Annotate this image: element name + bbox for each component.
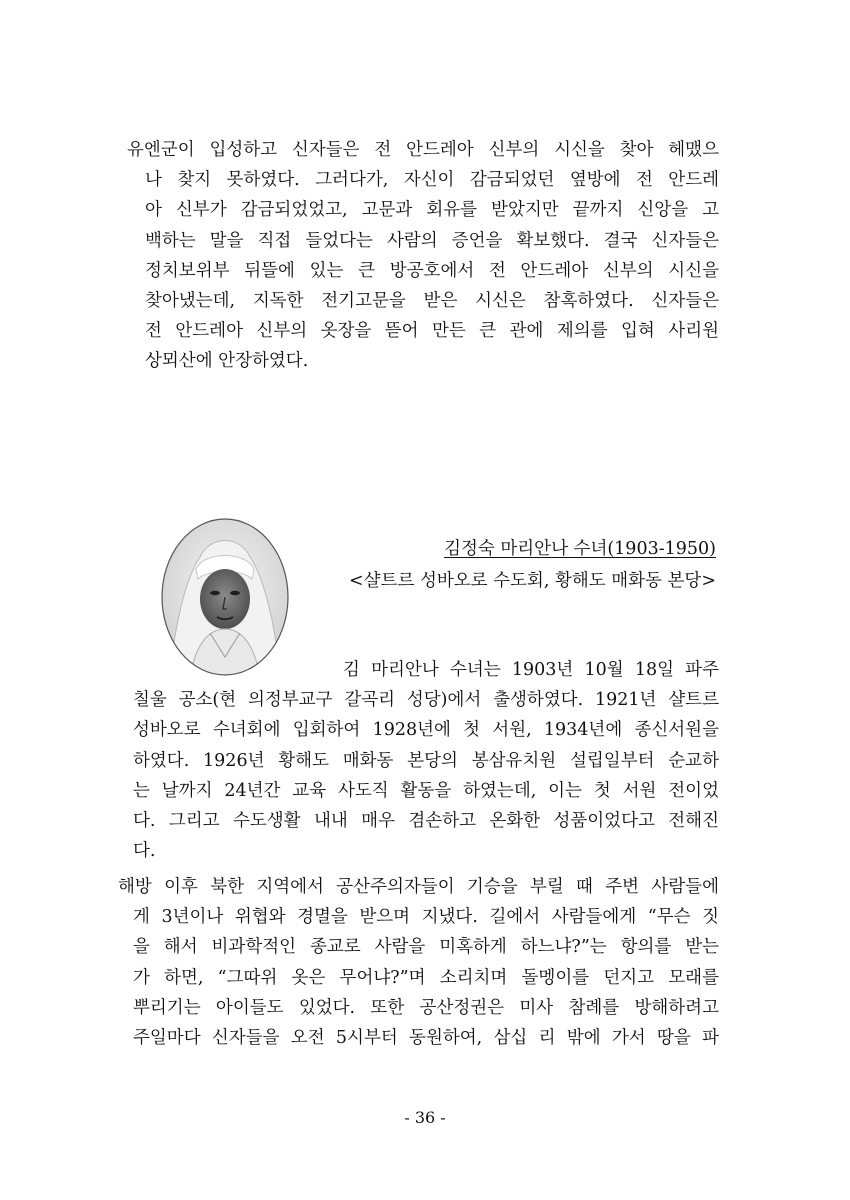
text-line: 는 날까지 24년간 교육 사도직 활동을 하였는데, 이는 첫 서원 전이었 — [133, 780, 719, 801]
text-line: 유엔군이 입성하고 신자들은 전 안드레아 신부의 시신을 찾아 헤맸으 — [127, 140, 719, 160]
text-line: 다. 그리고 수도생활 내내 매우 겸손하고 온화한 성품이었다고 전해진 — [133, 810, 719, 831]
portrait-photo — [160, 517, 290, 677]
text-line: 나 찾지 못하였다. 그러다가, 자신이 감금되었던 옆방에 전 안드레 — [145, 170, 719, 191]
page-number: - 36 - — [404, 1108, 446, 1127]
text-line: 전 안드레아 신부의 옷장을 뜯어 만든 큰 관에 제의를 입혀 사리원 — [145, 321, 719, 342]
text-line: 성바오로 수녀회에 입회하여 1928년에 첫 서원, 1934년에 종신서원을 — [133, 720, 719, 741]
text-line: 칠울 공소(현 의정부교구 갈곡리 성당)에서 출생하였다. 1921년 샬트르 — [133, 690, 719, 711]
text-line: 주일마다 신자들을 오전 5시부터 동원하여, 삼십 리 밖에 가서 땅을 파 — [133, 1027, 719, 1048]
text-line: 김 마리안나 수녀는 1903년 10월 18일 파주 — [343, 660, 719, 680]
text-line: 정치보위부 뒤뜰에 있는 큰 방공호에서 전 안드레아 신부의 시신을 — [145, 260, 719, 281]
paragraph-1 — [0, 135, 850, 377]
profile-title: 김정숙 마리안나 수녀(1903-1950) — [444, 539, 716, 559]
text-line: 하였다. 1926년 황해도 매화동 본당의 봉삼유치원 설립일부터 순교하 — [133, 750, 719, 771]
text-line: 게 3년이나 위협와 경멸을 받으며 지냈다. 길에서 사람들에게 “무슨 짓 — [133, 907, 719, 928]
text-line: 뿌리기는 아이들도 있었다. 또한 공산정권은 미사 참례를 방해하려고 — [133, 997, 719, 1018]
text-line: 가 하면, “그따위 옷은 무어냐?”며 소리치며 돌멩이를 던지고 모래를 — [133, 967, 719, 988]
profile-subtitle: <샬트르 성바오로 수도회, 황해도 매화동 본당> — [349, 571, 716, 591]
text-line: 상뫼산에 안장하였다. — [145, 351, 309, 372]
text-line: 아 신부가 감금되었었고, 고문과 회유를 받았지만 끝까지 신앙을 고 — [145, 200, 719, 221]
text-line: 찾아냈는데, 지독한 전기고문을 받은 시신은 참혹하였다. 신자들은 — [145, 290, 719, 311]
text-line: 을 해서 비과학적인 종교로 사람을 미혹하게 하느냐?”는 항의를 받는 — [133, 937, 719, 958]
text-line: 해방 이후 북한 지역에서 공산주의자들이 기승을 부릴 때 주변 사람들에 — [118, 877, 719, 897]
text-line: 다. — [133, 841, 156, 862]
paragraph-biography — [0, 655, 850, 866]
text-line: 백하는 말을 직접 들었다는 사람의 증언을 확보했다. 결국 신자들은 — [145, 230, 719, 251]
paragraph-persecution — [0, 872, 850, 1053]
